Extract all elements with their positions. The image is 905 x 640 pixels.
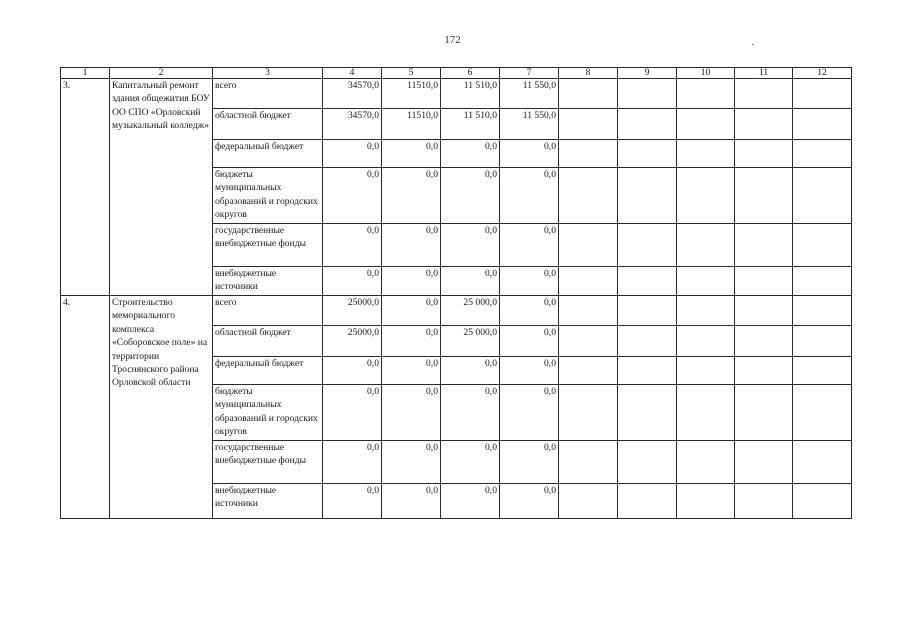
- empty-cell: [677, 441, 735, 484]
- value-cell: 0,0: [441, 484, 500, 519]
- value-cell: 11 550,0: [500, 109, 559, 140]
- value-cell: 0,0: [382, 484, 441, 519]
- value-cell: 0,0: [441, 224, 500, 267]
- funding-source: областной бюджет: [213, 326, 323, 357]
- funding-source: федеральный бюджет: [213, 357, 323, 385]
- empty-cell: [618, 267, 677, 296]
- col-number: 2: [110, 68, 213, 79]
- value-cell: 0,0: [500, 140, 559, 168]
- funding-source: государственные внебюджетные фонды: [213, 224, 323, 267]
- empty-cell: [793, 441, 852, 484]
- funding-source: внебюджетные источники: [213, 484, 323, 519]
- value-cell: 0,0: [382, 385, 441, 441]
- value-cell: 0,0: [382, 168, 441, 224]
- value-cell: 0,0: [441, 267, 500, 296]
- value-cell: 25000,0: [323, 296, 382, 326]
- empty-cell: [735, 484, 793, 519]
- value-cell: 0,0: [500, 484, 559, 519]
- empty-cell: [677, 267, 735, 296]
- section-number: 4.: [61, 296, 110, 519]
- col-number: 10: [677, 68, 735, 79]
- empty-cell: [677, 168, 735, 224]
- value-cell: 0,0: [382, 296, 441, 326]
- value-cell: 0,0: [323, 484, 382, 519]
- empty-cell: [735, 109, 793, 140]
- empty-cell: [793, 267, 852, 296]
- section-title: Строительство мемориального комплекса «Соборовское поле» на территории Троснянского района Орловской области: [110, 296, 213, 519]
- funding-source: бюджеты муниципальных образований и городских округов: [213, 168, 323, 224]
- empty-cell: [735, 326, 793, 357]
- value-cell: 0,0: [441, 168, 500, 224]
- value-cell: 25000,0: [323, 326, 382, 357]
- value-cell: 34570,0: [323, 79, 382, 109]
- value-cell: 0,0: [441, 441, 500, 484]
- value-cell: 11510,0: [382, 79, 441, 109]
- value-cell: 0,0: [323, 267, 382, 296]
- empty-cell: [618, 326, 677, 357]
- empty-cell: [618, 109, 677, 140]
- value-cell: 0,0: [500, 441, 559, 484]
- empty-cell: [559, 296, 618, 326]
- funding-source: всего: [213, 296, 323, 326]
- funding-source: федеральный бюджет: [213, 140, 323, 168]
- value-cell: 0,0: [500, 357, 559, 385]
- empty-cell: [559, 224, 618, 267]
- empty-cell: [735, 140, 793, 168]
- empty-cell: [559, 267, 618, 296]
- empty-cell: [735, 441, 793, 484]
- empty-cell: [559, 484, 618, 519]
- value-cell: 0,0: [382, 357, 441, 385]
- empty-cell: [618, 296, 677, 326]
- col-number: 12: [793, 68, 852, 79]
- empty-cell: [793, 385, 852, 441]
- col-number: 7: [500, 68, 559, 79]
- empty-cell: [793, 484, 852, 519]
- value-cell: 0,0: [500, 385, 559, 441]
- value-cell: 0,0: [323, 168, 382, 224]
- section-title: Капитальный ремонт здания общежития БОУ ОО СПО «Орловский музыкальный колледж»: [110, 79, 213, 296]
- empty-cell: [677, 296, 735, 326]
- budget-table: [60, 67, 852, 519]
- value-cell: 0,0: [500, 296, 559, 326]
- value-cell: 11 510,0: [441, 109, 500, 140]
- empty-cell: [735, 296, 793, 326]
- page-number: 172: [444, 34, 461, 46]
- header-row: [61, 68, 852, 79]
- funding-source: областной бюджет: [213, 109, 323, 140]
- empty-cell: [793, 326, 852, 357]
- value-cell: 0,0: [382, 326, 441, 357]
- empty-cell: [559, 140, 618, 168]
- empty-cell: [677, 140, 735, 168]
- empty-cell: [677, 109, 735, 140]
- value-cell: 0,0: [441, 385, 500, 441]
- funding-source: всего: [213, 79, 323, 109]
- value-cell: 11510,0: [382, 109, 441, 140]
- empty-cell: [559, 109, 618, 140]
- empty-cell: [793, 168, 852, 224]
- empty-cell: [559, 357, 618, 385]
- value-cell: 0,0: [323, 140, 382, 168]
- value-cell: 25 000,0: [441, 326, 500, 357]
- empty-cell: [559, 385, 618, 441]
- col-number: 9: [618, 68, 677, 79]
- value-cell: 0,0: [500, 267, 559, 296]
- empty-cell: [618, 168, 677, 224]
- value-cell: 0,0: [382, 267, 441, 296]
- col-number: 11: [735, 68, 793, 79]
- value-cell: 0,0: [382, 140, 441, 168]
- value-cell: 0,0: [382, 441, 441, 484]
- empty-cell: [618, 385, 677, 441]
- empty-cell: [793, 296, 852, 326]
- col-number: 4: [323, 68, 382, 79]
- empty-cell: [735, 224, 793, 267]
- col-number: 1: [61, 68, 110, 79]
- funding-source: государственные внебюджетные фонды: [213, 441, 323, 484]
- empty-cell: [618, 79, 677, 109]
- col-number: 8: [559, 68, 618, 79]
- empty-cell: [793, 357, 852, 385]
- empty-cell: [559, 168, 618, 224]
- value-cell: 0,0: [500, 224, 559, 267]
- value-cell: 0,0: [441, 140, 500, 168]
- empty-cell: [677, 484, 735, 519]
- empty-cell: [793, 224, 852, 267]
- empty-cell: [677, 224, 735, 267]
- value-cell: 25 000,0: [441, 296, 500, 326]
- empty-cell: [735, 79, 793, 109]
- value-cell: 0,0: [323, 441, 382, 484]
- col-number: 3: [213, 68, 323, 79]
- value-cell: 0,0: [500, 326, 559, 357]
- funding-source: внебюджетные источники: [213, 267, 323, 296]
- col-number: 5: [382, 68, 441, 79]
- empty-cell: [618, 140, 677, 168]
- value-cell: 0,0: [323, 357, 382, 385]
- empty-cell: [677, 357, 735, 385]
- col-number: 6: [441, 68, 500, 79]
- empty-cell: [618, 484, 677, 519]
- empty-cell: [618, 441, 677, 484]
- empty-cell: [735, 267, 793, 296]
- empty-cell: [735, 357, 793, 385]
- empty-cell: [793, 140, 852, 168]
- table-row: [61, 79, 852, 109]
- value-cell: 34570,0: [323, 109, 382, 140]
- value-cell: 11 510,0: [441, 79, 500, 109]
- empty-cell: [618, 357, 677, 385]
- empty-cell: [559, 326, 618, 357]
- empty-cell: [793, 109, 852, 140]
- table-row: [61, 296, 852, 326]
- value-cell: 0,0: [382, 224, 441, 267]
- section-number: 3.: [61, 79, 110, 296]
- empty-cell: [677, 326, 735, 357]
- funding-source: бюджеты муниципальных образований и городских округов: [213, 385, 323, 441]
- value-cell: 0,0: [323, 385, 382, 441]
- empty-cell: [735, 385, 793, 441]
- empty-cell: [735, 168, 793, 224]
- value-cell: 0,0: [441, 357, 500, 385]
- empty-cell: [793, 79, 852, 109]
- empty-cell: [677, 385, 735, 441]
- scan-speck: [752, 44, 754, 45]
- value-cell: 0,0: [323, 224, 382, 267]
- empty-cell: [559, 441, 618, 484]
- value-cell: 11 550,0: [500, 79, 559, 109]
- empty-cell: [677, 79, 735, 109]
- value-cell: 0,0: [500, 168, 559, 224]
- empty-cell: [618, 224, 677, 267]
- empty-cell: [559, 79, 618, 109]
